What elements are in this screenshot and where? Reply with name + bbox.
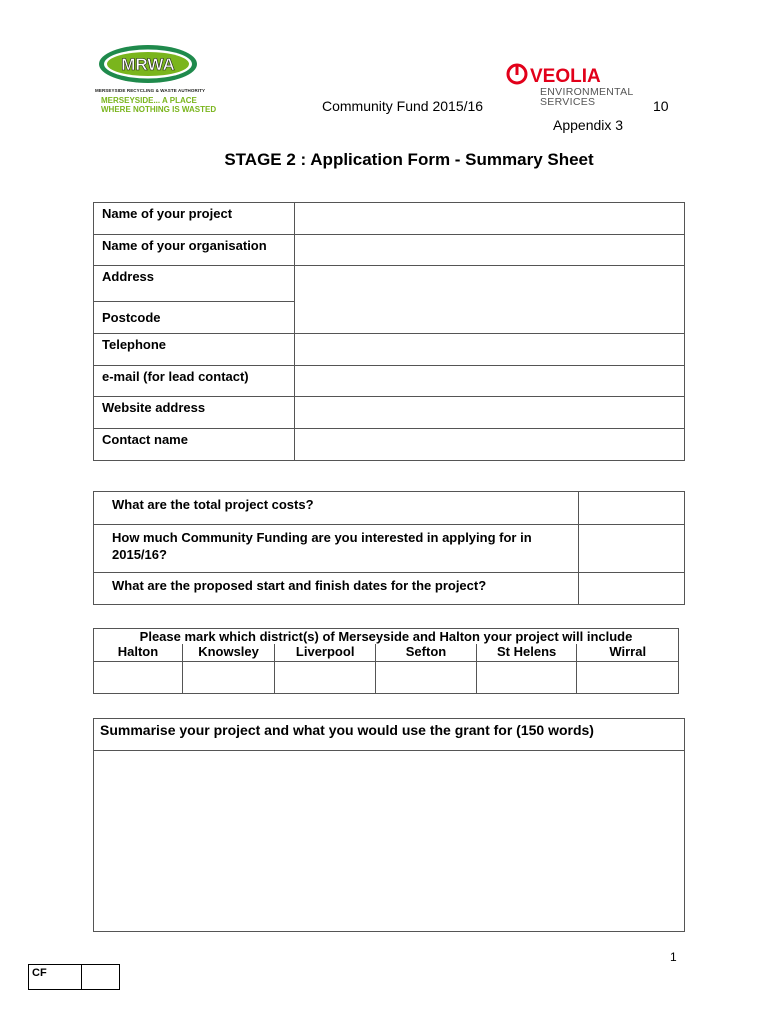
mrwa-logo-text: MRWA [121, 55, 175, 74]
veolia-sub-line1: ENVIRONMENTAL [540, 86, 634, 98]
table-row [94, 492, 685, 525]
cf-box-divider [81, 964, 82, 990]
veolia-subtitle [540, 87, 634, 107]
district-st-helens-checkbox[interactable] [476, 662, 577, 694]
funding-table [93, 491, 685, 605]
summary-text-area[interactable] [94, 751, 685, 932]
telephone-field[interactable] [294, 334, 684, 366]
page-number: 1 [670, 950, 677, 964]
table-row [94, 334, 685, 366]
organisation-name-label: Name of your organisation [94, 235, 295, 266]
mrwa-slogan-line1: MERSEYSIDE... A PLACE [101, 96, 197, 105]
district-st-helens-label: St Helens [476, 644, 577, 662]
project-name-field[interactable] [294, 203, 684, 235]
funding-amount-question: How much Community Funding are you interested in applying for in 2015/16? [94, 525, 579, 573]
dates-question: What are the proposed start and finish dates for the project? [94, 573, 579, 605]
table-row [94, 644, 679, 662]
funding-amount-field[interactable] [579, 525, 685, 573]
contact-name-label: Contact name [94, 429, 295, 461]
appendix-label: Appendix 3 [553, 117, 624, 133]
total-costs-field[interactable] [579, 492, 685, 525]
organisation-name-field[interactable] [294, 235, 684, 266]
summary-table [93, 718, 685, 932]
cf-label: CF [32, 967, 47, 979]
district-knowsley-label: Knowsley [182, 644, 274, 662]
dates-field[interactable] [579, 573, 685, 605]
mrwa-slogan [101, 96, 216, 114]
table-row [94, 629, 679, 645]
table-row [94, 366, 685, 397]
table-row [94, 662, 679, 694]
table-row [94, 266, 685, 302]
district-liverpool-checkbox[interactable] [275, 662, 376, 694]
summary-heading: Summarise your project and what you would use the grant for (150 words) [94, 719, 685, 751]
table-row [94, 719, 685, 751]
table-row [94, 235, 685, 266]
address-label: Address [94, 266, 295, 302]
contact-name-field[interactable] [294, 429, 684, 461]
mrwa-slogan-line2: WHERE NOTHING IS WASTED [101, 105, 217, 114]
district-sefton-label: Sefton [376, 644, 477, 662]
district-liverpool-label: Liverpool [275, 644, 376, 662]
contact-details-table [93, 202, 685, 461]
table-row [94, 751, 685, 932]
project-name-label: Name of your project [94, 203, 295, 235]
table-row [94, 525, 685, 573]
total-costs-question: What are the total project costs? [94, 492, 579, 525]
district-heading: Please mark which district(s) of Merseyside and Halton your project will include [94, 629, 679, 645]
mrwa-subtitle: MERSEYSIDE RECYCLING & WASTE AUTHORITY [95, 88, 206, 93]
table-row [94, 573, 685, 605]
table-row [94, 203, 685, 235]
district-table [93, 628, 679, 694]
website-field[interactable] [294, 397, 684, 429]
website-label: Website address [94, 397, 295, 429]
page-reference: 10 [653, 98, 669, 114]
form-title-text: STAGE 2 : Application Form - Summary Sheet [224, 150, 594, 169]
postcode-label: Postcode [94, 302, 295, 334]
email-field[interactable] [294, 366, 684, 397]
address-field[interactable] [294, 266, 684, 334]
table-row [94, 429, 685, 461]
telephone-label: Telephone [94, 334, 295, 366]
veolia-sub-line2: SERVICES [540, 96, 596, 108]
district-knowsley-checkbox[interactable] [182, 662, 274, 694]
district-halton-checkbox[interactable] [94, 662, 183, 694]
form-title [0, 150, 770, 170]
header-title: Community Fund 2015/16 [322, 98, 484, 114]
table-row [94, 397, 685, 429]
district-wirral-checkbox[interactable] [577, 662, 679, 694]
veolia-logo-text: VEOLIA [530, 66, 601, 87]
district-halton-label: Halton [94, 644, 183, 662]
district-sefton-checkbox[interactable] [376, 662, 477, 694]
email-label: e-mail (for lead contact) [94, 366, 295, 397]
district-wirral-label: Wirral [577, 644, 679, 662]
